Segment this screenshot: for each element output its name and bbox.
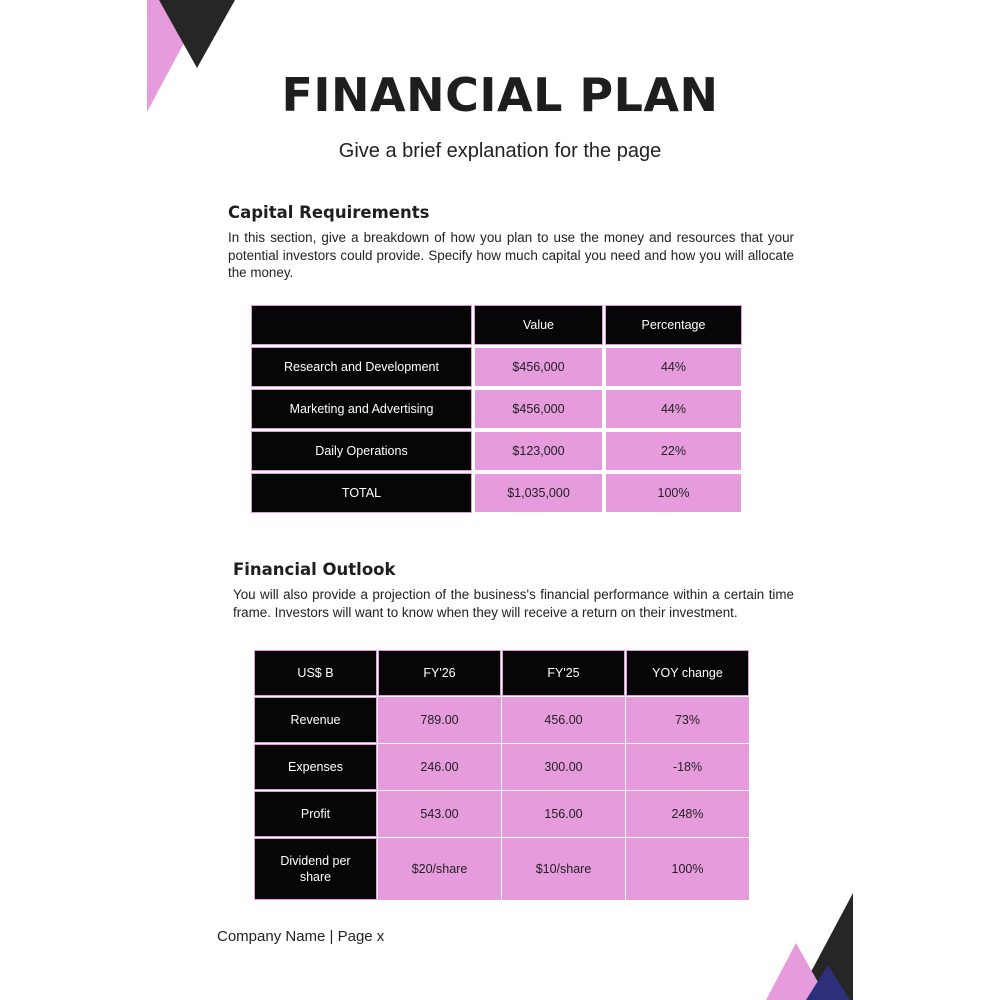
percentage-cell: 44% xyxy=(605,347,742,387)
page-subtitle: Give a brief explanation for the page xyxy=(338,140,662,162)
table-header-cell: YOY change xyxy=(626,650,749,696)
row-label-cell: Dividend per share xyxy=(254,838,377,900)
yoy-change-cell: 100% xyxy=(626,838,749,900)
capital-requirements-table xyxy=(249,303,744,515)
percentage-cell: 22% xyxy=(605,431,742,471)
table-row xyxy=(251,389,742,429)
fy26-cell: $20/share xyxy=(378,838,501,900)
table-row xyxy=(251,347,742,387)
fy25-cell: 156.00 xyxy=(502,791,625,837)
row-label-cell: Daily Operations xyxy=(251,431,472,471)
table-header-row xyxy=(251,305,742,345)
fy26-cell: 543.00 xyxy=(378,791,501,837)
yoy-change-cell: 248% xyxy=(626,791,749,837)
table-row xyxy=(254,838,749,900)
yoy-change-cell: -18% xyxy=(626,744,749,790)
fy25-cell: 456.00 xyxy=(502,697,625,743)
table-header-cell: FY'26 xyxy=(378,650,501,696)
table-header-cell xyxy=(251,305,472,345)
table-header-cell: FY'25 xyxy=(502,650,625,696)
financial-outlook-heading: Financial Outlook xyxy=(233,560,396,579)
row-label-cell: Research and Development xyxy=(251,347,472,387)
table-row xyxy=(254,744,749,790)
financial-outlook-table xyxy=(253,649,750,901)
table-row xyxy=(254,697,749,743)
fy25-cell: 300.00 xyxy=(502,744,625,790)
row-label-cell: Profit xyxy=(254,791,377,837)
percentage-cell: 100% xyxy=(605,473,742,513)
row-label-cell: Revenue xyxy=(254,697,377,743)
table-header-row xyxy=(254,650,749,696)
financial-outlook-text: You will also provide a projection of the business's financial performance within a certain time frame. Investors will want to know when they will receive a return on their investment. xyxy=(233,587,794,620)
row-label-cell: Marketing and Advertising xyxy=(251,389,472,429)
bottom-right-triangles-decoration xyxy=(766,893,853,1000)
capital-requirements-text: In this section, give a breakdown of how you plan to use the money and resources that your potential investors could provide. Specify how much capital you need and how you will allocate the money. xyxy=(228,230,794,280)
page-footer: Company Name | Page x xyxy=(217,928,385,945)
yoy-change-cell: 73% xyxy=(626,697,749,743)
table-header-cell: Value xyxy=(474,305,603,345)
value-cell: $456,000 xyxy=(474,347,603,387)
table-header-cell: US$ B xyxy=(254,650,377,696)
percentage-cell: 44% xyxy=(605,389,742,429)
value-cell: $123,000 xyxy=(474,431,603,471)
row-label-cell: TOTAL xyxy=(251,473,472,513)
fy25-cell: $10/share xyxy=(502,838,625,900)
value-cell: $1,035,000 xyxy=(474,473,603,513)
value-cell: $456,000 xyxy=(474,389,603,429)
table-row xyxy=(254,791,749,837)
fy26-cell: 246.00 xyxy=(378,744,501,790)
table-row xyxy=(251,431,742,471)
table-header-cell: Percentage xyxy=(605,305,742,345)
row-label-cell: Expenses xyxy=(254,744,377,790)
fy26-cell: 789.00 xyxy=(378,697,501,743)
page-title: FINANCIAL PLAN xyxy=(281,68,719,122)
table-row xyxy=(251,473,742,513)
capital-requirements-heading: Capital Requirements xyxy=(228,203,430,222)
